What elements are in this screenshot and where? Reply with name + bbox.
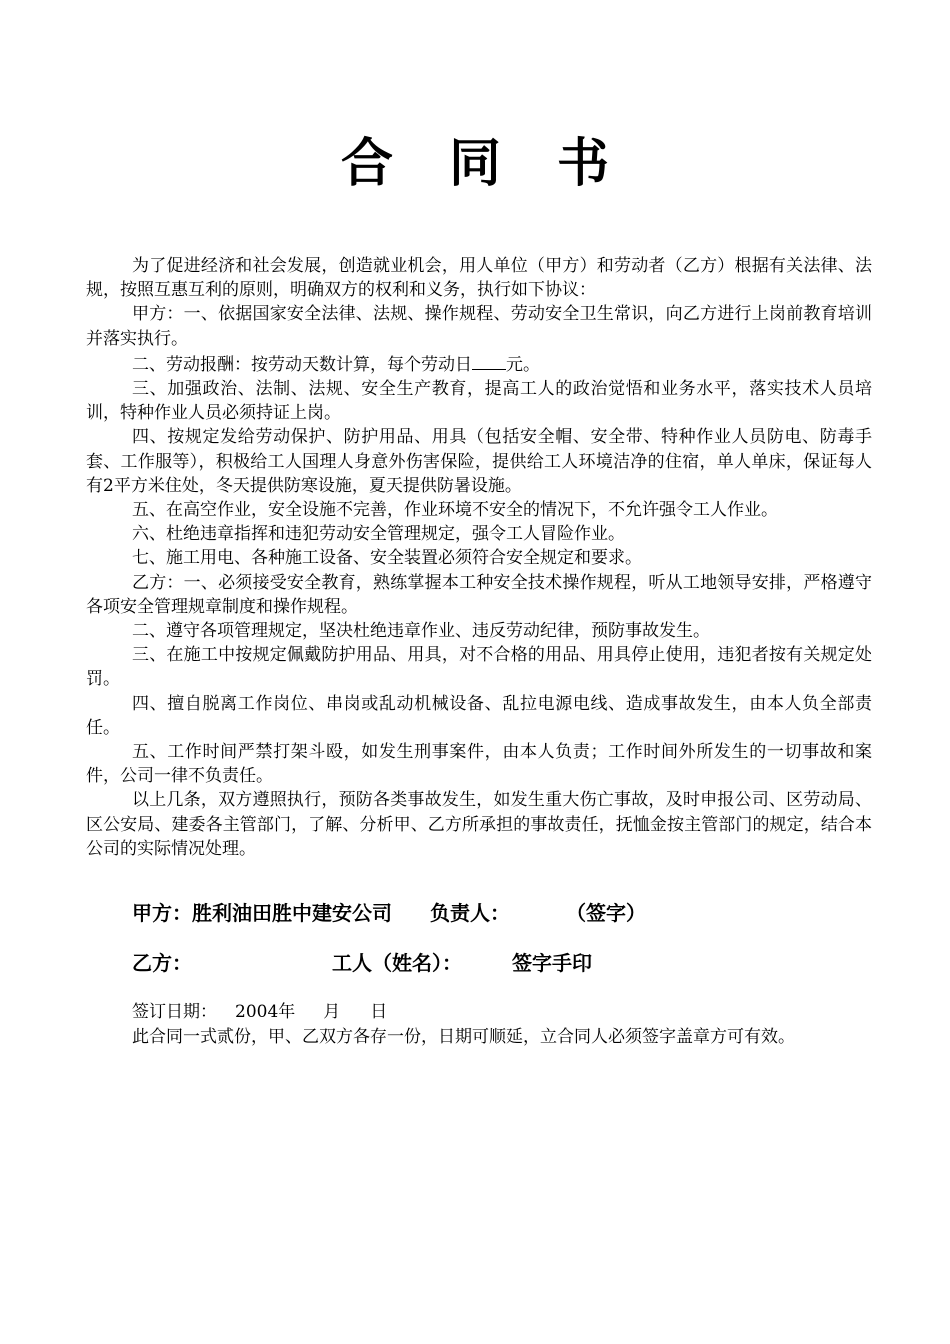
party-a-clause-1: 甲方：一、依据国家安全法律、法规、操作规程、劳动安全卫生常识，向乙方进行上岗前教育培训并落实执行。 xyxy=(86,304,872,349)
sign-date-day: 日 xyxy=(370,1002,388,1022)
sign-date-label: 签订日期： xyxy=(132,1002,217,1022)
contract-body xyxy=(86,254,872,861)
closing-note: 此合同一式贰份，甲、乙双方各存一份，日期可顺延，立合同人必须签字盖章方可有效。 xyxy=(132,1027,795,1047)
wage-blank-line xyxy=(472,351,506,370)
party-b-clause-1: 乙方：一、必须接受安全教育，熟练掌握本工种安全技术操作规程，听从工地领导安排，严格遵守各项安全管理规章制度和操作规程。 xyxy=(86,572,872,617)
wage-clause-prefix: 二、劳动报酬：按劳动天数计算，每个劳动日 xyxy=(132,354,472,375)
party-a-signature-hint: （签字） xyxy=(566,901,646,925)
party-a-label: 甲方：胜利油田胜中建安公司 xyxy=(132,901,392,925)
sign-date-line xyxy=(132,1000,387,1024)
party-a-clause-2 xyxy=(86,351,872,377)
party-a-clause-4: 四、按规定发给劳动保护、防护用品、用具（包括安全帽、安全带、特种作业人员防电、防毒手套、工作服等），积极给工人国理人身意外伤害保险，提供给工人环境洁净的住宿，单人单床，保证每人有2平方米住处，冬天提供防寒设施，夏天提供防暑设施。 xyxy=(86,427,872,496)
party-a-clause-3: 三、加强政治、法制、法规、安全生产教育，提高工人的政治觉悟和业务水平，落实技术人员培训，特种作业人员必须持证上岗。 xyxy=(86,379,872,424)
party-b-clause-5: 五、工作时间严禁打架斗殴，如发生刑事案件，由本人负责；工作时间外所发生的一切事故和案件，公司一律不负责任。 xyxy=(86,742,872,787)
party-b-clause-4: 四、擅自脱离工作岗位、串岗或乱动机械设备、乱拉电源电线、造成事故发生，由本人负全部责任。 xyxy=(86,693,872,738)
party-b-clause-2: 二、遵守各项管理规定，坚决杜绝违章作业、违反劳动纪律，预防事故发生。 xyxy=(132,621,710,642)
party-b-clause-3: 三、在施工中按规定佩戴防护用品、用具，对不合格的用品、用具停止使用，违犯者按有关规定处罚。 xyxy=(86,645,872,690)
party-b-label: 乙方： xyxy=(132,951,192,975)
intro-paragraph: 为了促进经济和社会发展，创造就业机会，用人单位（甲方）和劳动者（乙方）根据有关法律、法规，按照互惠互利的原则，明确双方的权利和义务，执行如下协议： xyxy=(86,256,872,301)
party-a-clause-5: 五、在高空作业，安全设施不完善，作业环境不安全的情况下，不允许强令工人作业。 xyxy=(132,500,778,521)
worker-name-label: 工人（姓名）： xyxy=(332,951,462,975)
party-a-clause-7: 七、施工用电、各种施工设备、安全装置必须符合安全规定和要求。 xyxy=(132,548,642,569)
party-b-signature-line xyxy=(132,948,592,978)
party-a-clause-6: 六、杜绝违章指挥和违犯劳动安全管理规定，强令工人冒险作业。 xyxy=(132,524,625,545)
document-title: 合同书 xyxy=(340,133,665,194)
sign-date-year: 2004年 xyxy=(235,1002,296,1022)
wage-clause-suffix: 元。 xyxy=(506,354,540,375)
party-a-signature-line xyxy=(132,898,646,928)
party-b-signature-hint: 签字手印 xyxy=(512,951,592,975)
summary-paragraph: 以上几条，双方遵照执行，预防各类事故发生，如发生重大伤亡事故，及时申报公司、区劳动局、区公安局、建委各主管部门，了解、分析甲、乙方所承担的事故责任，抚恤金按主管部门的规定，结合本公司的实际情况处理。 xyxy=(86,790,872,859)
sign-date-month: 月 xyxy=(323,1002,341,1022)
party-a-responsible-label: 负责人： xyxy=(430,901,510,925)
